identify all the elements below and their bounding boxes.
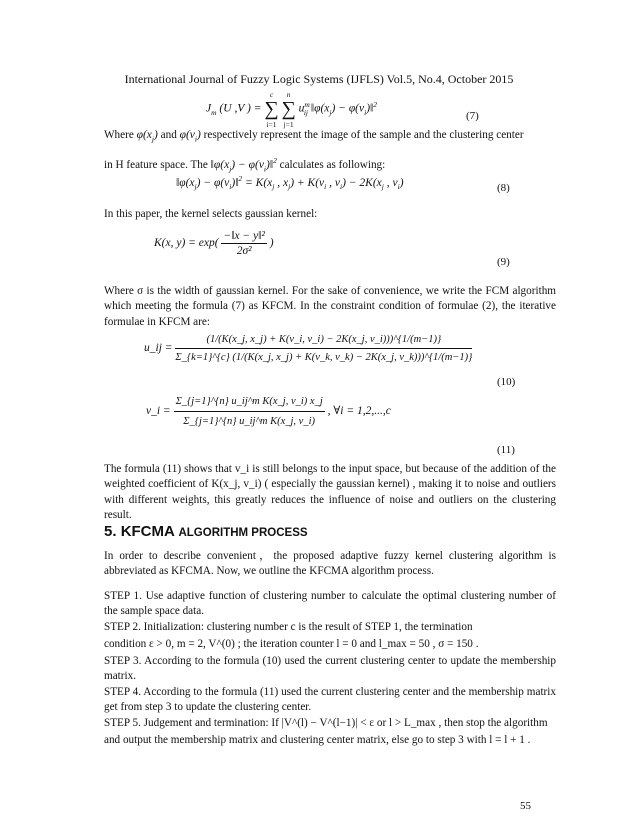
equation-11: v_i = $\frac{\text{Σ\_\{j=1\}\textasciicircum{}\{n\} u\_ij\textasciicircum{}m K(x\_j, v\_i) x\_j}}{\text{Σ\_\{j=1\}\textasciicircum{}\{n\} u\_ij\textasciicircum{}m K(x\_j, v\_i)}}$ , ∀i = 1,2,...,c xyxy=(146,396,391,427)
equation-7-number: (7) xyxy=(466,110,479,122)
intro-paragraph: In order to describe convenient，the proposed adaptive fuzzy kernel clustering algorithm is abbreviated as KFCMA. Now, we outline the KFCMA algorithm process. xyxy=(104,550,556,578)
equation-10: u_ij = (1/(K(x_j, x_j) + K(v_i, v_i) − 2K(x_j, v_i)))^{1/(m−1)} Σ_{k=1}^{c} (1/(K(x_j, x_j) + K(v_k, v_k) − 2K(x_j, v_k)))^{1/(m−1)} xyxy=(144,334,473,363)
formula-11-paragraph: The formula (11) shows that v_i is still belongs to the input space, but because of the addition of the weighted coefficient of K(x_j, v_i) ( especially the gaussian kernel) , making it to noise and outliers with different weights, this greatly reduces the influence of noise and outliers on the clustering result. xyxy=(104,463,556,522)
step-5-line-2: and output the membership matrix and clustering center matrix, else go to step 3 with l = l + 1 . xyxy=(104,734,531,746)
step-2-line-1: STEP 2. Initialization: clustering number c is the result of STEP 1, the termination xyxy=(104,621,473,633)
kernel-sentence: In this paper, the kernel selects gaussian kernel: xyxy=(104,208,318,220)
equation-10-number: (10) xyxy=(497,376,516,388)
step-5-line-1: STEP 5. Judgement and termination: If |V^(l) − V^(l−1)| < ε or l > L_max , then stop the algorithm xyxy=(104,717,548,729)
equation-9-number: (9) xyxy=(497,256,510,268)
step-3: STEP 3. According to the formula (10) used the current clustering center to update the membership matrix. xyxy=(104,655,556,683)
feature-space-line: in H feature space. The $‖\varphi(x_j)$ − $\varphi(v_i)‖^2$ calculates as following: xyxy=(104,156,386,174)
equation-8-number: (8) xyxy=(497,182,510,194)
equation-11-number: (11) xyxy=(497,444,515,456)
section-heading: 5. KFCMA ALGORITHM PROCESS xyxy=(104,523,308,540)
sigma-paragraph: Where σ is the width of gaussian kernel. For the sake of convenience, we write the FCM algorithm which meeting the formula (7) as KFCM. In the constraint condition of formulae (2), the iterative formulae in KFCM are: xyxy=(104,285,556,328)
where-phi-line: Where $\varphi(x_j)$ and $\varphi(v_i)$ respectively represent the image of the sample and the clustering center xyxy=(104,129,524,144)
step-2-line-2: condition ε > 0, m = 2, V^(0) ; the iteration counter l = 0 and l_max = 50 , σ = 150 . xyxy=(104,638,479,650)
step-1: STEP 1. Use adaptive function of clustering number to calculate the optimal clustering number of the sample space data. xyxy=(104,590,556,618)
page-number: 55 xyxy=(520,800,531,812)
equation-9: K(x, y) = exp( $\frac{\text{−‖x − y‖²}}{\text{2σ²}}$ ) xyxy=(154,230,274,257)
equation-7: $J_m$ (U ,V ) = c ∑ i=1 n ∑ j=1 $u^m_{ij}$ $‖\varphi(x_j)$ − $\varphi(v_i)‖^2$ xyxy=(206,90,378,129)
equation-8: $‖\varphi(x_j)$ − $\varphi(v_i)‖^2 = K(x_j$ , $x_j) + K(v_i$ , $v_i) - 2K(x_j$ , $v_i$) xyxy=(176,174,404,192)
journal-header: International Journal of Fuzzy Logic Systems (IJFLS) Vol.5, No.4, October 2015 xyxy=(124,72,514,86)
step-4: STEP 4. According to the formula (11) used the current clustering center and the membership matrix get from step 3 to update the clustering center. xyxy=(104,686,556,714)
